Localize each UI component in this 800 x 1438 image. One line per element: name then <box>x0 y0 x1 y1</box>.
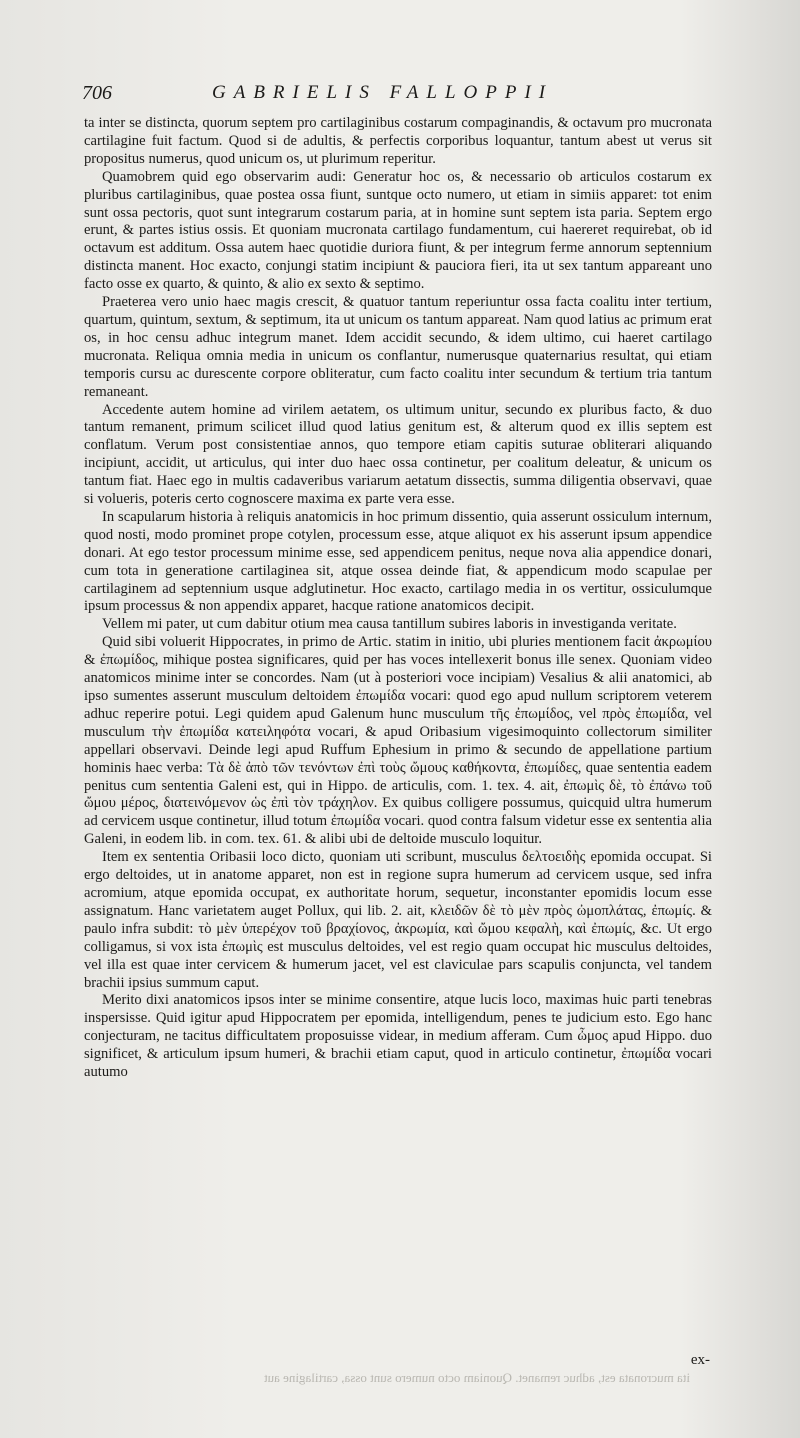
paragraph: Vellem mi pater, ut cum dabitur otium mea causa tantillum subires laboris in investiganda veritate. <box>102 616 677 633</box>
paragraph: Quid sibi voluerit Hippocrates, in primo de Artic. statim in initio, ubi pluries mentionem facit ἀκρωμίου & ἐπωμίδος, mihique postea significares, quid per has voces intellexerit bonus ille senex. Quoniam video anatomicos minime inter se concordes. Nam (ut à posteriori voce incipiam) Vesalius & alii anatomici, ab ipso sumentes asserunt musculum deltoidem ἐπωμίδα vocari: quod ego apud nullum scriptorem veterem adhuc reperire potui. Legi quidem apud Galenum hunc musculum τῆς ἐπωμίδος, vel πρὸς ἐπωμίδα, vel musculum τὴν ἐπωμίδα κατειληφότα vocari, & apud Oribasium vigesimoquinto collectorum similiter appellari observavi. Deinde legi apud Ruffum Ephesium in primo & secundo de appellatione partium hominis haec verba: Τὰ δὲ ἀπὸ τῶν τενόντων ἐπὶ τοὺς ὤμους καθήκοντα, ἐπωμίδες, quae sententia eadem penitus cum sententia Galeni est, qui in Hippo. de articulis, com. 1. tex. 4. ait, ἐπωμὶς δὲ, τὸ ἐπάνω τοῦ ὤμου μέρος, διατεινόμενον ὡς ἐπὶ τὸν τράχηλον. Ex quibus colligere possumus, quicquid ultra humerum ad cervicem usque continetur, illud totum ἐπωμίδα vocari. quod contra falsum videtur esse ex sententia alia Galeni, in eodem lib. in com. tex. 61. & alibi ubi de deltoide musculo loquitur. <box>84 634 712 848</box>
page-number: 706 <box>82 82 112 104</box>
bleed-through-text: ita mucronata est, adhuc remanet. Quoniam octo numero sunt ossa, cartilagine aut <box>264 1370 690 1385</box>
catchword: ex- <box>690 1352 710 1368</box>
paragraph: Accedente autem homine ad virilem aetatem, os ultimum unitur, secundo ex pluribus facto, & duo tantum remanent, primum scilicet illud quod latius genitum est, & alterum quod ex illis septem est conflatum. Verum post consistentiae annos, quo tempore etiam capitis suturae obliterari aliquando incipiunt, accidit, ut articulus, qui inter duo haec ossa continetur, per coalitum deleatur, & unicum os tantum fiat. Haec ego in multis cadaveribus variarum aetatum dissectis, summa diligentia observavi, quae si volueris, poteris certo cognoscere maxima ex parte vera esse. <box>84 401 712 508</box>
paragraph: Item ex sententia Oribasii loco dicto, quoniam uti scribunt, musculus δελτοειδὴς epomida occupat. Si ergo deltoides, ut in anatome apparet, non est in regione supra humerum ad cervicem usque, sed infra acromium, atque epomida occupat, ex authoritate horum, sequetur, inconstanter epomidis locum esse assignatum. Hanc varietatem auget Pollux, qui lib. 2. ait, κλειδῶν δὲ τὸ μὲν πρὸς ὠμοπλάτας, ἐπωμίς. & paulo infra subdit: τὸ μὲν ὑπερέχον τοῦ βραχίονος, ἀκρωμία, καὶ ὤμου κεφαλὴ, καὶ ἐπωμίς, &c. Ut ergo colligamus, si vox ista ἐπωμὶς est musculus deltoides, vel est regio quam occupat hic musculus deltoides, vel illa est quae inter cervicem & humerum jacet, vel est claviculae pars scapulis conjuncta, vel tandem brachii ipsius summum caput. <box>84 849 712 991</box>
page-header <box>82 82 722 110</box>
body-text <box>84 115 712 1082</box>
paragraph: Merito dixi anatomicos ipsos inter se minime consentire, atque lucis loco, maximas huic parti tenebras inspersisse. Quid igitur apud Hippocratem per epomida, intelligendum, penes te judicium esto. Ego hanc conjecturam, ne tacitus difficultatem proposuisse videar, in medium afferam. Cum ὦμος apud Hippo. duo significet, & articulum ipsum humeri, & brachii etiam caput, quod in articulo continetur, ἐπωμίδα vocari autumo <box>84 992 712 1081</box>
paragraph: Praeterea vero unio haec magis crescit, & quatuor tantum reperiuntur ossa facta coalitu inter tertium, quartum, quintum, sextum, & septimum, ita ut unicum os tantum appareat. Nam quod latius ac primum erat os, in hoc censu adhuc integrum manet. Idem accidit secundo, & idem ultimo, cui haeret cartilago mucronata. Reliqua omnia media in unicum os conflantur, numerusque quaternarius resultat, qui etiam temporis cursu ac durescente corpore obliteratur, cum facto coalitu inter secundum & tertium tria tantum remaneant. <box>84 294 712 400</box>
paragraph: Quamobrem quid ego observarim audi: Generatur hoc os, & necessario ob articulos costarum ex pluribus cartilaginibus, quae postea ossa fiunt, suntque octo numero, ut etiam in simiis apparet: tot enim sunt ossa pectoris, quot sunt integrarum costarum paria, at in homine sunt septem ista paria. Septem ergo erunt, & partes istius ossis. Et quoniam mucronata cartilago fundamentum, cui haereret requirebat, ob id octavum est additum. Ossa autem haec quotidie duriora fiunt, & per integrum ferme annorum septennium distincta manent. Hoc exacto, conjungi statim incipiunt & pauciora fieri, ita ut sex tantum appareant uno facto osse ex quarto, & quinto, & alio ex sexto & septimo. <box>84 168 712 293</box>
paragraph: In scapularum historia à reliquis anatomicis in hoc primum dissentio, quia asserunt ossiculum internum, quod nosti, modo prominet prope cotylen, processum esse, atque aliquot ex his asserunt ipsum appendice donari. At ego testor processum minime esse, sed appendicem penitus, neque nova alia appendice donari, cum tota in generatione cartilaginea sit, atque ossea deinde fiat, & appendicum modo scapulae per cartilaginem ad septennium usque adglutinetur. Hoc exacto, cartilago media in os vertitur, ossiculumque ipsum processus & non appendix apparet, hacque ratione anatomicos decipit. <box>84 508 712 615</box>
running-title: GABRIELIS FALLOPPII <box>212 82 554 103</box>
paragraph: ta inter se distincta, quorum septem pro cartilaginibus costarum compaginandis, & octavum pro mucronata cartilagine fuit factum. Quod si de adultis, & perfectis corporibus loquantur, tantum abest ut verus sit propositus numerus, quod unicum os, ut plurimum reperitur. <box>84 115 712 167</box>
